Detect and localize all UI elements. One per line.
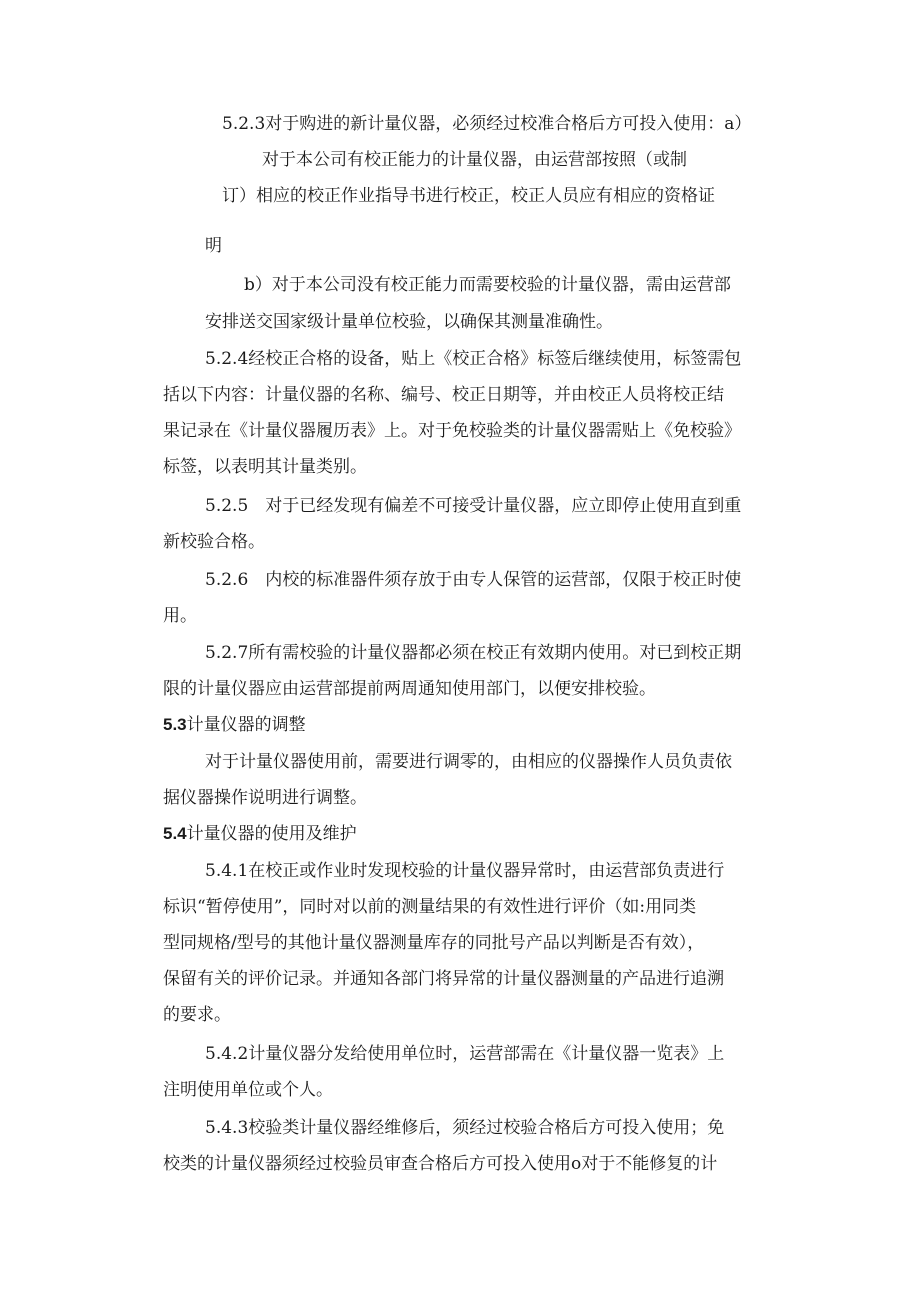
paragraph-line: 果记录在《计量仪器履历表》上。对于免校验类的计量仪器需贴上《免校验》: [163, 421, 741, 441]
paragraph-line: 校类的计量仪器须经过校验员审查合格后方可投入使用o对于不能修复的计: [163, 1154, 718, 1174]
section-heading-5-3: [163, 713, 306, 737]
section-title: 计量仪器的使用及维护: [186, 824, 357, 844]
paragraph-line: 的要求。: [163, 1005, 231, 1025]
paragraph-line: 据仪器操作说明进行调整。: [163, 788, 367, 808]
paragraph-line: 5.4.1在校正或作业时发现校验的计量仪器异常时，由运营部负责进行: [205, 861, 725, 881]
paragraph-line: 限的计量仪器应由运营部提前两周通知使用部门，以便安排校验。: [163, 679, 656, 699]
paragraph-line: 保留有关的评价记录。并通知各部门将异常的计量仪器测量的产品进行追溯: [163, 969, 724, 989]
paragraph-line: 新校验合格。: [163, 532, 265, 552]
paragraph-line: 安排送交国家级计量单位校验，以确保其测量准确性。: [205, 312, 613, 332]
paragraph-line: 5.2.6 内校的标准器件须存放于由专人保管的运营部，仅限于校正时使: [205, 570, 742, 590]
paragraph-line: 对于本公司有校正能力的计量仪器，由运营部按照（或制: [262, 150, 687, 170]
paragraph-line: 5.2.4经校正合格的设备，贴上《校正合格》标签后继续使用，标签需包: [205, 349, 742, 369]
paragraph-line: 标识“暂停使用”，同时对以前的测量结果的有效性进行评价（如:用同类: [163, 897, 697, 917]
paragraph-line: 明: [205, 236, 222, 256]
paragraph-line: b）对于本公司没有校正能力而需要校验的计量仪器，需由运营部: [244, 275, 731, 295]
paragraph-line: 订）相应的校正作业指导书进行校正，校正人员应有相应的资格证: [222, 186, 715, 206]
paragraph-line: 对于计量仪器使用前，需要进行调零的，由相应的仪器操作人员负责依: [205, 752, 732, 772]
paragraph-line: 5.2.5 对于已经发现有偏差不可接受计量仪器，应立即停止使用直到重: [205, 496, 742, 516]
section-heading-5-4: [163, 822, 357, 846]
section-number: 5.4: [163, 824, 187, 843]
section-title: 计量仪器的调整: [186, 715, 306, 735]
paragraph-line: 用。: [163, 606, 197, 626]
section-number: 5.3: [163, 715, 187, 734]
paragraph-line: 5.2.7所有需校验的计量仪器都必须在校正有效期内使用。对已到校正期: [205, 643, 742, 663]
paragraph-line: 注明使用单位或个人。: [163, 1080, 333, 1100]
paragraph-line: 括以下内容：计量仪器的名称、编号、校正日期等，并由校正人员将校正结: [163, 385, 724, 405]
paragraph-line: 型同规格/型号的其他计量仪器测量库存的同批号产品以判断是否有效），: [163, 933, 705, 953]
paragraph-line: 5.2.3对于购进的新计量仪器，必须经过校准合格后方可投入使用：a）: [222, 114, 752, 134]
paragraph-line: 标签，以表明其计量类别。: [163, 457, 367, 477]
paragraph-line: 5.4.2计量仪器分发给使用单位时，运营部需在《计量仪器一览表》上: [205, 1044, 725, 1064]
paragraph-line: 5.4.3校验类计量仪器经维修后，须经过校验合格后方可投入使用；免: [205, 1118, 725, 1138]
